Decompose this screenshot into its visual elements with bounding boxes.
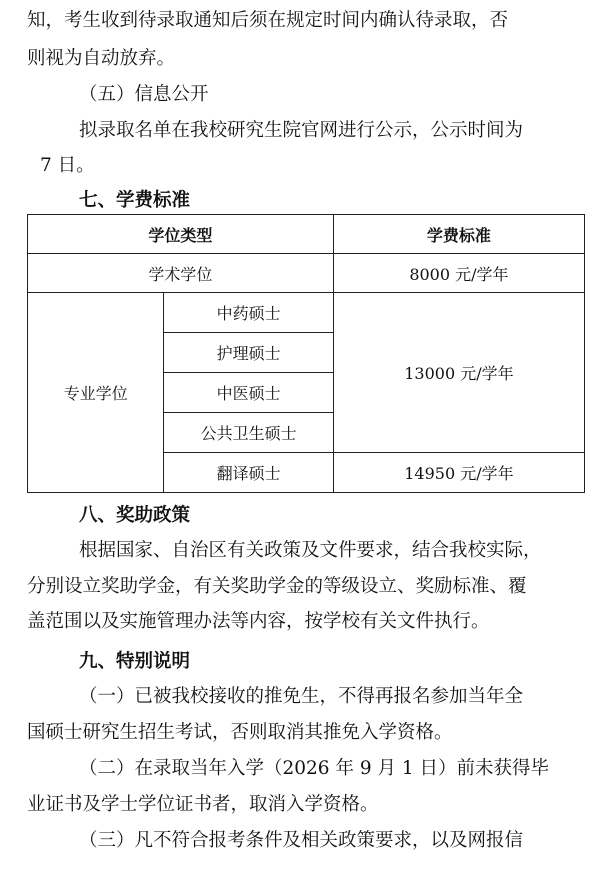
paragraph-line: 根据国家、自治区有关政策及文件要求，结合我校实际， <box>79 540 542 561</box>
header-degree-type: 学位类型 <box>28 215 334 254</box>
paragraph-line: （一）已被我校接收的推免生，不得再报名参加当年全 <box>79 686 524 707</box>
professional-group-fee: 13000 元/学年 <box>333 293 584 453</box>
paragraph-line: （三）凡不符合报考条件及相关政策要求，以及网报信 <box>79 830 524 851</box>
section-heading-scholarships: 八、奖助政策 <box>79 505 191 526</box>
paragraph-line: 知，考生收到待录取通知后须在规定时间内确认待录取，否 <box>27 10 509 31</box>
program-name: 护理硕士 <box>164 333 333 373</box>
paragraph-line: 国硕士研究生招生考试，否则取消其推免入学资格。 <box>27 722 453 743</box>
professional-degree-label: 专业学位 <box>28 293 164 493</box>
paragraph-line: 业证书及学士学位证书者，取消入学资格。 <box>27 794 379 815</box>
paragraph-line: 拟录取名单在我校研究生院官网进行公示，公示时间为 <box>79 120 524 141</box>
paragraph-line: 则视为自动放弃。 <box>27 48 176 69</box>
header-fee-standard: 学费标准 <box>333 215 584 254</box>
program-name: 翻译硕士 <box>164 453 333 493</box>
fee-table <box>27 214 585 493</box>
section-heading-fees: 七、学费标准 <box>79 190 191 211</box>
program-name: 中药硕士 <box>164 293 333 333</box>
program-name: 公共卫生硕士 <box>164 413 333 453</box>
paragraph-line: 分别设立奖助学金，有关奖助学金的等级设立、奖励标准、覆 <box>27 576 527 597</box>
academic-degree-label: 学术学位 <box>28 254 334 293</box>
academic-degree-fee: 8000 元/学年 <box>333 254 584 293</box>
paragraph-line: 盖范围以及实施管理办法等内容，按学校有关文件执行。 <box>27 611 490 632</box>
program-name: 中医硕士 <box>164 373 333 413</box>
subsection-heading: （五）信息公开 <box>79 84 209 105</box>
paragraph-line: 7 日。 <box>40 155 95 176</box>
translation-fee: 14950 元/学年 <box>333 453 584 493</box>
section-heading-notes: 九、特别说明 <box>79 651 191 672</box>
paragraph-line: （二）在录取当年入学（2026 年 9 月 1 日）前未获得毕 <box>79 758 550 779</box>
